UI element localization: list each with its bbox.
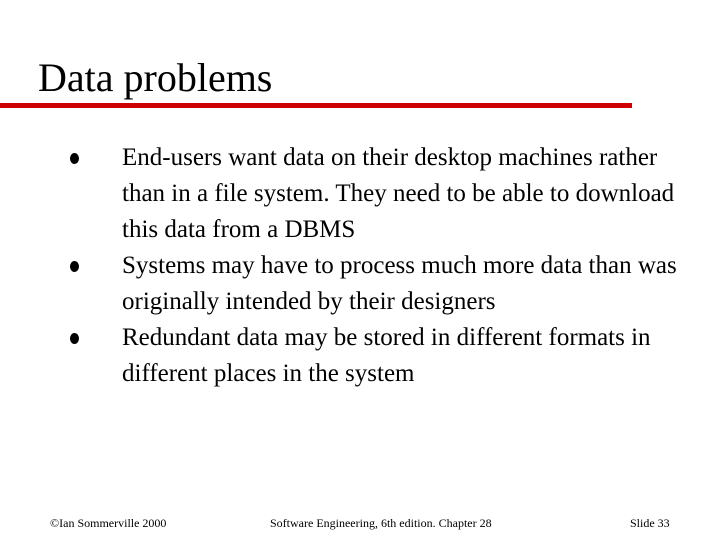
- footer-copyright: ©Ian Sommerville 2000: [50, 516, 167, 530]
- bullet-dot-icon: [70, 153, 79, 164]
- bullet-list: [70, 140, 700, 392]
- bullet-dot-icon: [70, 261, 79, 272]
- title-underline: [0, 103, 632, 108]
- footer-slide-number: Slide 33: [630, 516, 670, 530]
- bullet-item: [70, 320, 700, 392]
- bullet-text: Systems may have to process much more data than was originally intended by their designers: [122, 252, 677, 315]
- bullet-item: [70, 140, 700, 248]
- slide-title: Data problems: [38, 55, 273, 100]
- footer-book-title: Software Engineering, 6th edition. Chapter 28: [270, 516, 492, 530]
- bullet-dot-icon: [70, 333, 79, 344]
- bullet-text: Redundant data may be stored in different formats in different places in the system: [122, 324, 651, 387]
- bullet-text: End-users want data on their desktop machines rather than in a file system. They need to be able to download this data from a DBMS: [122, 144, 675, 243]
- bullet-item: [70, 248, 700, 320]
